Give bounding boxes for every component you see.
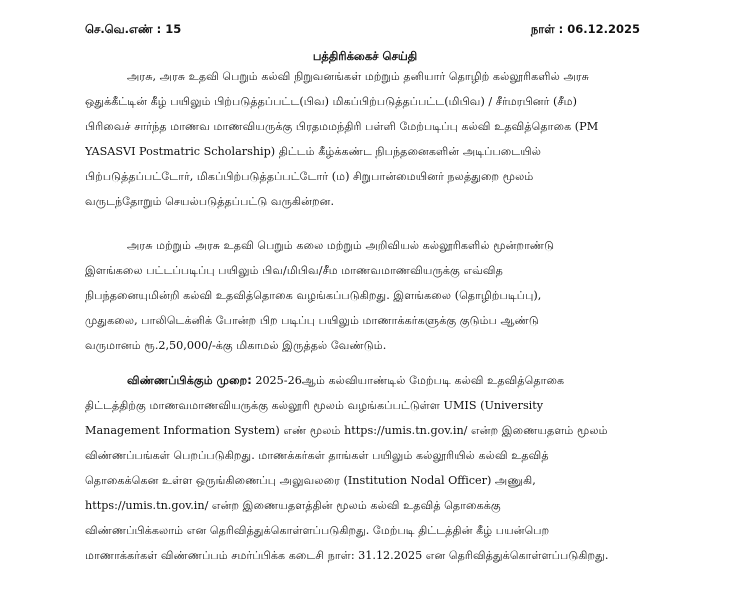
reference-number: செ.வெ.எண் : 15 — [85, 22, 182, 36]
paragraph-line — [85, 368, 640, 393]
paragraph-line: https://umis.tn.gov.in/ என்ற இணையதளத்தின் மூலம் கல்வி உதவித் தொகைக்கு — [85, 499, 501, 512]
paragraph-income-criteria — [85, 233, 640, 358]
application-method-intro: 2025-26ஆம் கல்வியாண்டில் மேற்படி கல்வி உதவித்தொகை — [251, 374, 565, 387]
paragraph-line: இளங்கலை பட்டப்படிப்பு பயிலும் பிவ/மிபிவ/சீம மாணவமாணவியருக்கு எவ்வித — [85, 264, 503, 277]
paragraph-line: தொகைக்கென உள்ள ஒருங்கிணைப்பு அலுவலரை (Institution Nodal Officer) அணுகி, — [85, 474, 536, 487]
paragraph-line: வருமானம் ரூ.2,50,000/-க்கு மிகாமல் இருத்தல் வேண்டும். — [85, 339, 387, 352]
paragraph-line: அரசு, அரசு உதவி பெறும் கல்வி நிறுவனங்கள் மற்றும் தனியார் தொழிற் கல்லூரிகளில் அரசு — [127, 70, 589, 83]
paragraph-line: முதுகலை, பாலிடெக்னிக் போன்ற பிற படிப்பு பயிலும் மாணாக்கர்களுக்கு குடும்ப ஆண்டு — [85, 314, 539, 327]
paragraph-line: மாணாக்கர்கள் விண்ணப்பம் சமர்ப்பிக்க கடைசி நாள்: 31.12.2025 என தெரிவித்துக்கொள்ளப்படுகிறது. — [85, 549, 609, 562]
paragraph-line: ஒதுக்கீட்டின் கீழ் பயிலும் பிற்படுத்தப்பட்ட(பிவ) மிகப்பிற்படுத்தப்பட்ட(மிபிவ) / சீர்மரபினர் (சீம) — [85, 95, 577, 108]
paragraph-line: YASASVI Postmatric Scholarship) திட்டம் கீழ்க்கண்ட நிபந்தனைகளின் அடிப்படையில் — [85, 145, 542, 158]
application-method-heading: விண்ணப்பிக்கும் முறை: — [127, 374, 252, 387]
paragraph-line: வருடந்தோறும் செயல்படுத்தப்பட்டு வருகின்றன. — [85, 195, 335, 208]
paragraph-line: பிரிவைச் சார்ந்த மாணவ மாணவியருக்கு பிரதமமந்திரி பள்ளி மேற்படிப்பு கல்வி உதவித்தொகை (PM — [85, 120, 599, 133]
document-date: நாள் : 06.12.2025 — [530, 22, 640, 36]
document-title: பத்திரிக்கைச் செய்தி — [312, 49, 418, 63]
paragraph-application-method — [85, 368, 640, 568]
paragraph-line: நிபந்தனையுமின்றி கல்வி உதவித்தொகை வழங்கப்படுகிறது. இளங்கலை (தொழிற்படிப்பு), — [85, 289, 542, 302]
paragraph-line: விண்ணப்பிக்கலாம் என தெரிவித்துக்கொள்ளப்படுகிறது. மேற்படி திட்டத்தின் கீழ் பயன்பெற — [85, 524, 550, 537]
paragraph-line: Management Information System) எண் மூலம் https://umis.tn.gov.in/ என்ற இணையதளம் மூலம் — [85, 424, 608, 437]
paragraph-line: திட்டத்திற்கு மாணவமாணவியருக்கு கல்லூரி மூலம் வழங்கப்பட்டுள்ள UMIS (University — [85, 399, 544, 412]
paragraph-line: விண்ணப்பங்கள் பெறப்படுகிறது. மாணக்கர்கள் தாங்கள் பயிலும் கல்லூரியில் கல்வி உதவித் — [85, 449, 549, 462]
paragraph-line: பிற்படுத்தப்பட்டோர், மிகப்பிற்படுத்தப்பட்டோர் (ம) சிறுபான்மையினர் நலத்துறை மூலம் — [85, 170, 534, 183]
paragraph-line: அரசு மற்றும் அரசு உதவி பெறும் கலை மற்றும் அறிவியல் கல்லூரிகளில் மூன்றாண்டு — [127, 239, 555, 252]
paragraph-eligibility-intro — [85, 64, 640, 214]
